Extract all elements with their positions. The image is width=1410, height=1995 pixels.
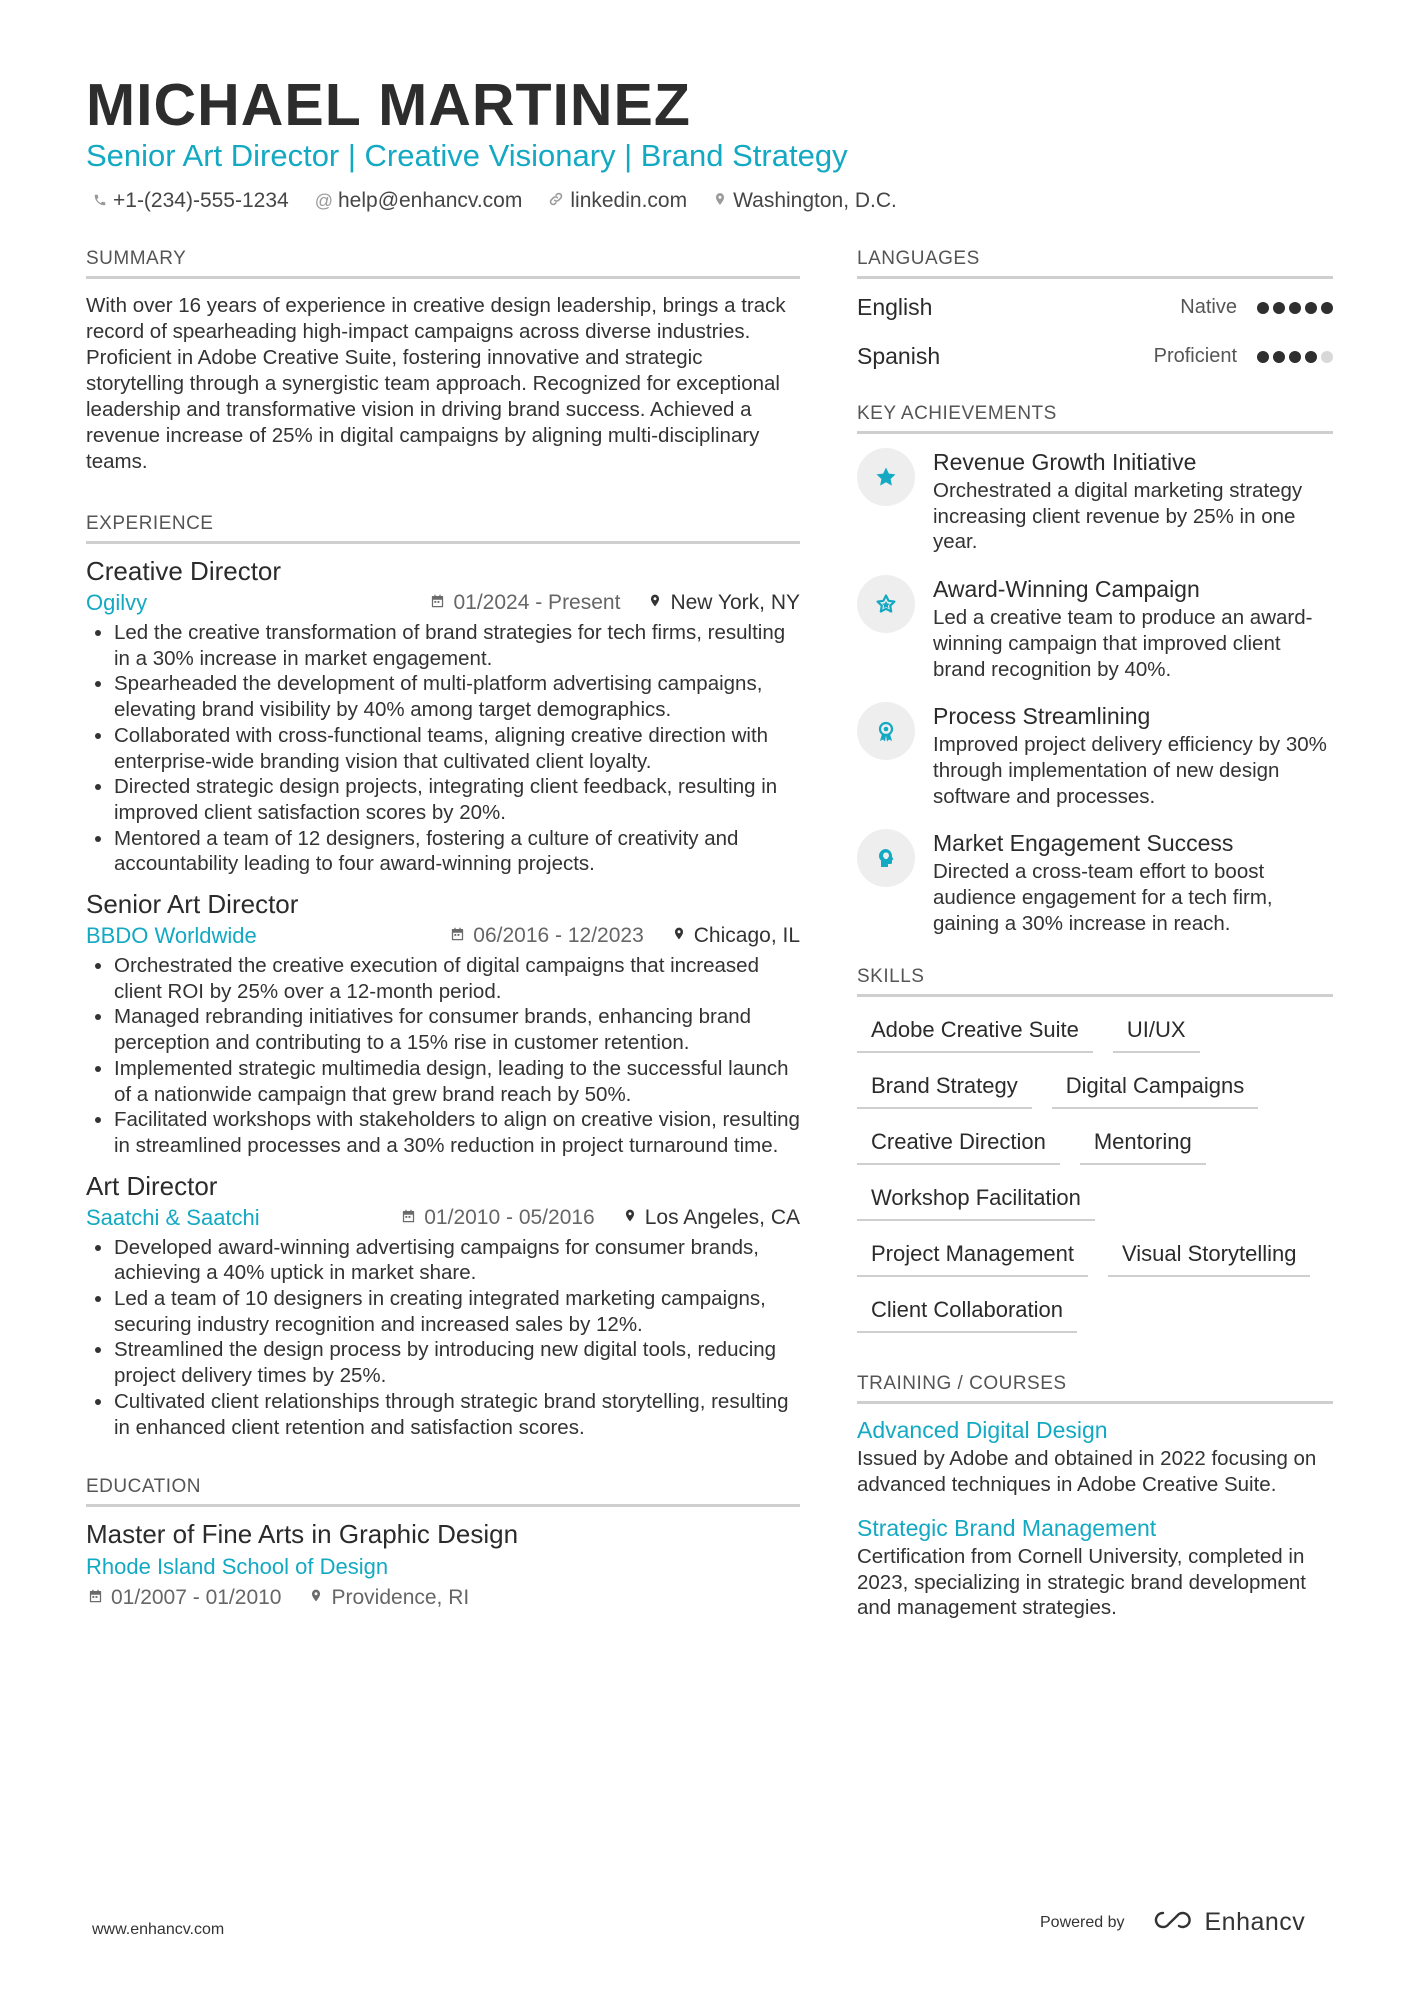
language-level: Proficient bbox=[1153, 345, 1237, 367]
courses-section bbox=[857, 1373, 1333, 1621]
job-bullets bbox=[86, 620, 800, 877]
rating-dot-filled bbox=[1273, 302, 1285, 314]
skill-tag: Brand Strategy bbox=[857, 1073, 1032, 1109]
head-idea-icon bbox=[857, 829, 915, 887]
section-title-languages: LANGUAGES bbox=[857, 248, 1333, 279]
bullet-item: • Developed award-winning advertising campaigns for consumer brands, achieving a 40% uptick in market share. bbox=[114, 1235, 800, 1286]
job-dates bbox=[401, 1203, 594, 1233]
course-desc: Issued by Adobe and obtained in 2022 focusing on advanced techniques in Adobe Creative Suite. bbox=[857, 1447, 1317, 1497]
section-title-achievements: KEY ACHIEVEMENTS bbox=[857, 403, 1333, 434]
left-column bbox=[86, 248, 800, 1613]
job-dates bbox=[430, 588, 620, 618]
achievement-desc: Improved project delivery efficiency by 30% through implementation of new design software and processes. bbox=[933, 733, 1327, 808]
course-item bbox=[857, 1414, 1333, 1497]
course-item bbox=[857, 1512, 1333, 1621]
achievement-body bbox=[933, 700, 1333, 809]
job-meta-right bbox=[402, 588, 800, 618]
job-dates-text: 06/2016 - 12/2023 bbox=[473, 924, 644, 948]
course-title: Strategic Brand Management bbox=[857, 1514, 1157, 1541]
skill-tag: Adobe Creative Suite bbox=[857, 1017, 1093, 1053]
contact-bar bbox=[93, 189, 923, 213]
map-pin-icon bbox=[672, 921, 694, 951]
rating-dot-filled bbox=[1305, 302, 1317, 314]
achievement-body bbox=[933, 827, 1333, 936]
achievement-item bbox=[857, 446, 1333, 555]
job-dates bbox=[450, 921, 643, 951]
enhancv-logo-icon bbox=[1151, 1908, 1197, 1937]
achievement-body bbox=[933, 573, 1333, 682]
star-icon bbox=[857, 448, 915, 506]
skills-list bbox=[857, 1017, 1333, 1353]
language-proficiency bbox=[1154, 345, 1333, 368]
bullet-item: • Led the creative transformation of brand strategies for tech firms, resulting in a 30% increase in market engagement. bbox=[114, 620, 800, 671]
job-location-text: Chicago, IL bbox=[693, 924, 800, 948]
job-title: Creative Director bbox=[86, 556, 282, 586]
at-sign-icon: @ bbox=[314, 190, 333, 211]
education-meta bbox=[86, 1583, 800, 1613]
bullet-item: • Mentored a team of 12 designers, fostering a culture of creativity and accountability leading to four award-winning projects. bbox=[114, 826, 800, 877]
section-title-summary: SUMMARY bbox=[86, 248, 800, 279]
rating-dot-filled bbox=[1289, 351, 1301, 363]
section-title-skills: SKILLS bbox=[857, 966, 1333, 997]
achievement-item bbox=[857, 700, 1333, 809]
skill-tag: Creative Direction bbox=[857, 1129, 1060, 1165]
phone-icon bbox=[93, 189, 113, 213]
contact-location bbox=[713, 189, 897, 213]
map-pin-icon bbox=[309, 1583, 331, 1613]
rating-dot-filled bbox=[1289, 302, 1301, 314]
summary-section bbox=[86, 248, 800, 475]
rating-dot-empty bbox=[1321, 351, 1333, 363]
achievement-title: Process Streamlining bbox=[933, 703, 1151, 730]
course-desc: Certification from Cornell University, completed in 2023, specializing in strategic brand development and management strategies. bbox=[857, 1544, 1306, 1620]
section-title-courses: TRAINING / COURSES bbox=[857, 1373, 1333, 1404]
calendar-icon bbox=[88, 1583, 111, 1613]
languages-section bbox=[857, 248, 1333, 381]
language-name: Spanish bbox=[857, 343, 941, 369]
skill-tag: Client Collaboration bbox=[857, 1297, 1077, 1333]
brand-name: Enhancv bbox=[1204, 1908, 1306, 1936]
language-level: Native bbox=[1180, 296, 1237, 318]
job-location-text: Los Angeles, CA bbox=[644, 1205, 800, 1229]
rating-dot-filled bbox=[1257, 302, 1269, 314]
achievement-title: Revenue Growth Initiative bbox=[933, 449, 1197, 475]
email-text: help@enhancv.com bbox=[337, 189, 523, 212]
footer-branding bbox=[1040, 1908, 1305, 1937]
job-bullets bbox=[86, 1235, 800, 1441]
education-location bbox=[309, 1583, 469, 1613]
job-entry bbox=[86, 887, 800, 1159]
location-text: Washington, D.C. bbox=[733, 189, 897, 212]
skill-tag: Project Management bbox=[857, 1241, 1088, 1277]
rating-dot-filled bbox=[1273, 351, 1285, 363]
bullet-item: • Collaborated with cross-functional teams, aligning creative direction with enterprise-wide branding vision that cultivated client loyalty. bbox=[114, 723, 800, 774]
job-bullets bbox=[86, 953, 800, 1159]
achievement-title: Market Engagement Success bbox=[933, 830, 1234, 857]
company-name: Ogilvy bbox=[86, 590, 148, 615]
summary-text: With over 16 years of experience in creative design leadership, brings a track record of spearheading high-impact campaigns across diverse industries. Proficient in Adobe Creative Suite, fostering innovative and strategic storytelling through a synergistic team approach. Recognized for exceptional leadership and transformative vision in driving brand success. Achieved a revenue increase of 25% in digital campaigns by aligning multi-disciplinary teams. bbox=[86, 294, 786, 473]
education-section bbox=[86, 1476, 800, 1613]
course-title: Advanced Digital Design bbox=[857, 1417, 1108, 1444]
language-name: English bbox=[857, 294, 933, 320]
section-title-experience: EXPERIENCE bbox=[86, 513, 800, 544]
right-column bbox=[857, 248, 1333, 1635]
map-pin-icon bbox=[623, 1203, 645, 1233]
section-title-education: EDUCATION bbox=[86, 1476, 800, 1507]
bullet-item: • Implemented strategic multimedia design, leading to the successful launch of a nationwide campaign that grew brand reach by 50%. bbox=[114, 1056, 800, 1107]
candidate-name: MICHAEL MARTINEZ bbox=[86, 72, 691, 138]
bullet-item: • Led a team of 10 designers in creating integrated marketing campaigns, securing industry recognition and increased sales by 12%. bbox=[114, 1286, 800, 1337]
achievement-item bbox=[857, 827, 1333, 936]
map-pin-icon bbox=[713, 189, 733, 213]
contact-linkedin[interactable] bbox=[548, 189, 687, 213]
map-pin-icon bbox=[648, 588, 670, 618]
school-name: Rhode Island School of Design bbox=[86, 1554, 389, 1580]
skill-tag: Workshop Facilitation bbox=[857, 1185, 1095, 1221]
job-location-text: New York, NY bbox=[670, 591, 800, 614]
link-icon bbox=[548, 189, 570, 213]
bullet-item: • Streamlined the design process by introducing new digital tools, reducing project delivery times by 25%. bbox=[114, 1337, 800, 1388]
achievement-title: Award-Winning Campaign bbox=[933, 576, 1200, 603]
rating-dots bbox=[1253, 302, 1333, 314]
job-title: Art Director bbox=[86, 1170, 218, 1201]
bullet-item: • Managed rebranding initiatives for consumer brands, enhancing brand perception and contributing to a 15% rise in customer retention. bbox=[114, 1004, 800, 1055]
skill-tag: Digital Campaigns bbox=[1052, 1073, 1259, 1109]
skills-section bbox=[857, 966, 1333, 1353]
contact-phone[interactable] bbox=[93, 189, 289, 213]
achievement-desc: Led a creative team to produce an award-winning campaign that improved client brand recognition by 40%. bbox=[933, 606, 1313, 681]
degree-title: Master of Fine Arts in Graphic Design bbox=[86, 1519, 519, 1550]
rating-dot-filled bbox=[1257, 351, 1269, 363]
headline: Senior Art Director | Creative Visionary | Brand Strategy bbox=[86, 138, 848, 173]
powered-by-text: Powered by bbox=[1040, 1913, 1125, 1931]
job-location bbox=[648, 588, 800, 618]
bullet-item: • Cultivated client relationships through strategic brand storytelling, resulting in enhanced client retention and satisfaction scores. bbox=[114, 1389, 800, 1440]
bullet-item: • Orchestrated the creative execution of digital campaigns that increased client ROI by 25% over a 12-month period. bbox=[114, 953, 800, 1004]
job-meta bbox=[86, 1203, 800, 1233]
rating-dots bbox=[1253, 351, 1333, 363]
achievements-section bbox=[857, 403, 1333, 936]
bullet-item: • Facilitated workshops with stakeholders to align on creative vision, resulting in streamlined processes and a 30% reduction in project turnaround time. bbox=[114, 1107, 800, 1158]
language-proficiency bbox=[1180, 296, 1333, 319]
language-row bbox=[857, 283, 1333, 332]
contact-email[interactable] bbox=[315, 189, 523, 213]
job-meta bbox=[86, 921, 800, 951]
achievement-desc: Directed a cross-team effort to boost audience engagement for a tech firm, gaining a 30% increase in reach. bbox=[933, 860, 1273, 935]
rating-dot-filled bbox=[1305, 351, 1317, 363]
company-name: BBDO Worldwide bbox=[86, 923, 257, 949]
calendar-icon bbox=[450, 921, 473, 951]
skill-tag: UI/UX bbox=[1113, 1017, 1200, 1053]
award-ribbon-icon bbox=[857, 702, 915, 760]
job-entry bbox=[86, 1169, 800, 1441]
company-name: Saatchi & Saatchi bbox=[86, 1204, 260, 1230]
footer-website[interactable]: www.enhancv.com bbox=[92, 1921, 225, 1938]
phone-text: +1-(234)-555-1234 bbox=[113, 189, 289, 212]
job-dates-text: 01/2010 - 05/2016 bbox=[424, 1205, 595, 1229]
job-title: Senior Art Director bbox=[86, 889, 299, 920]
achievement-item bbox=[857, 573, 1333, 682]
linkedin-text: linkedin.com bbox=[570, 189, 688, 212]
rating-dot-filled bbox=[1321, 302, 1333, 314]
calendar-icon bbox=[430, 588, 453, 618]
job-meta bbox=[86, 588, 800, 618]
education-dates-text: 01/2007 - 01/2010 bbox=[111, 1586, 282, 1610]
language-row bbox=[857, 332, 1333, 381]
job-meta-right bbox=[373, 1203, 800, 1233]
education-dates bbox=[88, 1583, 281, 1613]
bullet-item: • Directed strategic design projects, integrating client feedback, resulting in improved client satisfaction scores by 20%. bbox=[114, 774, 800, 825]
achievement-body bbox=[933, 446, 1333, 555]
achievement-desc: Orchestrated a digital marketing strategy increasing client revenue by 25% in one year. bbox=[933, 479, 1303, 554]
job-meta-right bbox=[422, 921, 800, 951]
skill-tag: Visual Storytelling bbox=[1108, 1241, 1310, 1277]
experience-section bbox=[86, 513, 800, 1440]
job-location bbox=[672, 921, 800, 951]
bullet-item: • Spearheaded the development of multi-platform advertising campaigns, elevating brand visibility by 40% among target demographics. bbox=[114, 671, 800, 722]
job-location bbox=[623, 1203, 800, 1233]
job-entry bbox=[86, 554, 800, 877]
calendar-icon bbox=[401, 1203, 424, 1233]
education-location-text: Providence, RI bbox=[331, 1586, 470, 1610]
skill-tag: Mentoring bbox=[1080, 1129, 1206, 1165]
job-dates-text: 01/2024 - Present bbox=[453, 591, 621, 614]
star-outline-icon bbox=[857, 575, 915, 633]
